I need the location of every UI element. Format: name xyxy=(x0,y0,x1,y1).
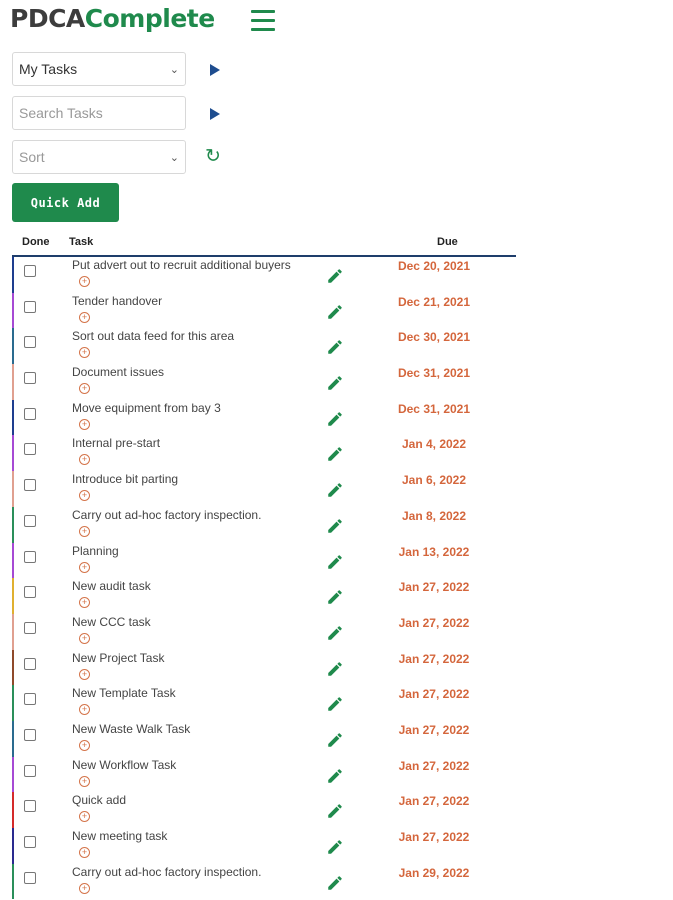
plus-circle-icon[interactable]: + xyxy=(79,669,90,680)
plus-circle-icon[interactable]: + xyxy=(79,776,90,787)
due-date: Jan 4, 2022 xyxy=(401,437,467,452)
plus-circle-icon[interactable]: + xyxy=(79,383,90,394)
due-date: Jan 27, 2022 xyxy=(398,722,470,737)
pencil-icon[interactable] xyxy=(326,588,344,606)
done-checkbox[interactable] xyxy=(24,408,36,420)
search-go-arrow-icon[interactable] xyxy=(210,108,220,120)
task-name[interactable]: Introduce bit parting xyxy=(72,472,179,487)
task-row xyxy=(12,400,516,436)
plus-circle-icon[interactable]: + xyxy=(79,526,90,537)
due-date: Jan 27, 2022 xyxy=(398,580,470,595)
search-input[interactable] xyxy=(12,96,186,130)
due-date: Jan 27, 2022 xyxy=(398,794,470,809)
app-logo xyxy=(10,4,215,33)
pencil-icon[interactable] xyxy=(326,695,344,713)
due-date: Jan 27, 2022 xyxy=(398,830,470,844)
due-date: Dec 31, 2021 xyxy=(397,401,471,416)
plus-circle-icon[interactable]: + xyxy=(79,312,90,323)
task-row xyxy=(12,864,516,900)
pencil-icon[interactable] xyxy=(326,267,344,285)
logo-part-complete: Complete xyxy=(84,4,215,33)
column-header-due: Due xyxy=(437,236,458,248)
task-row xyxy=(12,685,516,721)
due-date: Dec 21, 2021 xyxy=(397,294,471,309)
plus-circle-icon[interactable]: + xyxy=(79,419,90,430)
task-row xyxy=(12,578,516,614)
task-name[interactable]: Move equipment from bay 3 xyxy=(72,400,221,415)
sort-select[interactable] xyxy=(12,140,186,174)
search-placeholder: Search Tasks xyxy=(19,105,103,121)
plus-circle-icon[interactable]: + xyxy=(79,562,90,573)
due-date: Jan 27, 2022 xyxy=(398,615,470,630)
done-checkbox[interactable] xyxy=(24,443,36,455)
plus-circle-icon[interactable]: + xyxy=(79,811,90,822)
task-row xyxy=(12,614,516,650)
plus-circle-icon[interactable]: + xyxy=(79,633,90,644)
due-date: Jan 27, 2022 xyxy=(398,758,470,773)
done-checkbox[interactable] xyxy=(24,515,36,527)
due-date: Dec 20, 2021 xyxy=(397,259,471,273)
done-checkbox[interactable] xyxy=(24,265,36,277)
plus-circle-icon[interactable]: + xyxy=(79,704,90,715)
plus-circle-icon[interactable]: + xyxy=(79,490,90,501)
done-checkbox[interactable] xyxy=(24,301,36,313)
done-checkbox[interactable] xyxy=(24,800,36,812)
plus-circle-icon[interactable]: + xyxy=(79,883,90,894)
pencil-icon[interactable] xyxy=(326,374,344,392)
done-checkbox[interactable] xyxy=(24,336,36,348)
task-row xyxy=(12,757,516,793)
chevron-down-icon: ⌄ xyxy=(169,63,179,76)
due-date: Dec 30, 2021 xyxy=(397,330,471,345)
pencil-icon[interactable] xyxy=(326,445,344,463)
logo-part-pdca: PDCA xyxy=(10,4,85,33)
task-name[interactable]: Carry out ad-hoc factory inspection. xyxy=(72,507,262,522)
pencil-icon[interactable] xyxy=(326,624,344,642)
due-date: Jan 6, 2022 xyxy=(401,473,467,488)
task-name[interactable]: Document issues xyxy=(72,365,165,380)
task-name[interactable]: Carry out ad-hoc factory inspection. xyxy=(72,864,262,879)
task-row xyxy=(12,328,516,364)
done-checkbox[interactable] xyxy=(24,872,36,884)
done-checkbox[interactable] xyxy=(24,551,36,563)
column-header-task: Task xyxy=(69,236,94,248)
pencil-icon[interactable] xyxy=(326,303,344,321)
pencil-icon[interactable] xyxy=(326,481,344,499)
chevron-down-icon: ⌄ xyxy=(169,151,179,164)
task-filter-value: My Tasks xyxy=(19,61,78,77)
plus-circle-icon[interactable]: + xyxy=(79,597,90,608)
sort-placeholder: Sort xyxy=(19,149,45,165)
done-checkbox[interactable] xyxy=(24,765,36,777)
task-name[interactable]: Quick add xyxy=(72,793,127,808)
task-name[interactable]: Tender handover xyxy=(72,293,163,308)
task-name[interactable]: New Template Task xyxy=(72,686,176,701)
task-name[interactable]: Sort out data feed for this area xyxy=(72,329,235,344)
task-filter-select[interactable] xyxy=(12,52,186,86)
task-row xyxy=(12,471,516,507)
task-list xyxy=(12,257,516,899)
plus-circle-icon[interactable]: + xyxy=(79,347,90,358)
pencil-icon[interactable] xyxy=(326,517,344,535)
done-checkbox[interactable] xyxy=(24,658,36,670)
column-header-done: Done xyxy=(22,236,50,248)
pencil-icon[interactable] xyxy=(326,553,344,571)
pencil-icon[interactable] xyxy=(326,410,344,428)
done-checkbox[interactable] xyxy=(24,693,36,705)
due-date: Jan 29, 2022 xyxy=(398,865,470,880)
done-checkbox[interactable] xyxy=(24,836,36,848)
task-row xyxy=(12,435,516,471)
task-row xyxy=(12,792,516,828)
task-name[interactable]: New Project Task xyxy=(72,650,165,665)
done-checkbox[interactable] xyxy=(24,729,36,741)
due-date: Jan 27, 2022 xyxy=(398,687,470,702)
refresh-icon[interactable]: ↻ xyxy=(205,146,221,167)
task-name[interactable]: New Workflow Task xyxy=(72,757,177,772)
due-date: Jan 27, 2022 xyxy=(398,651,470,666)
done-checkbox[interactable] xyxy=(24,372,36,384)
task-row xyxy=(12,828,516,864)
task-row xyxy=(12,257,516,293)
done-checkbox[interactable] xyxy=(24,479,36,491)
task-name[interactable]: Put advert out to recruit additional buyers xyxy=(72,258,291,272)
task-name[interactable]: Planning xyxy=(72,543,119,558)
due-date: Jan 13, 2022 xyxy=(398,544,470,559)
hamburger-menu-icon[interactable] xyxy=(251,10,275,32)
task-name[interactable]: New audit task xyxy=(72,579,151,594)
pencil-icon[interactable] xyxy=(326,802,344,820)
task-name[interactable]: New meeting task xyxy=(72,829,168,843)
due-date: Dec 31, 2021 xyxy=(397,366,471,381)
pencil-icon[interactable] xyxy=(326,874,344,892)
task-row xyxy=(12,364,516,400)
task-row xyxy=(12,721,516,757)
task-name[interactable]: New CCC task xyxy=(72,614,151,629)
plus-circle-icon[interactable]: + xyxy=(79,740,90,751)
plus-circle-icon[interactable]: + xyxy=(79,454,90,465)
task-name[interactable]: Internal pre-start xyxy=(72,436,161,451)
pencil-icon[interactable] xyxy=(326,731,344,749)
pencil-icon[interactable] xyxy=(326,338,344,356)
done-checkbox[interactable] xyxy=(24,622,36,634)
task-row xyxy=(12,543,516,579)
task-row xyxy=(12,650,516,686)
due-date: Jan 8, 2022 xyxy=(401,508,467,523)
pencil-icon[interactable] xyxy=(326,660,344,678)
task-name[interactable]: New Waste Walk Task xyxy=(72,721,191,736)
pencil-icon[interactable] xyxy=(326,767,344,785)
task-row xyxy=(12,293,516,329)
apply-filter-arrow-icon[interactable] xyxy=(210,64,220,76)
plus-circle-icon[interactable]: + xyxy=(79,847,90,858)
quick-add-button[interactable]: Quick Add xyxy=(12,183,119,222)
plus-circle-icon[interactable]: + xyxy=(79,276,90,287)
done-checkbox[interactable] xyxy=(24,586,36,598)
pencil-icon[interactable] xyxy=(326,838,344,856)
task-row xyxy=(12,507,516,543)
